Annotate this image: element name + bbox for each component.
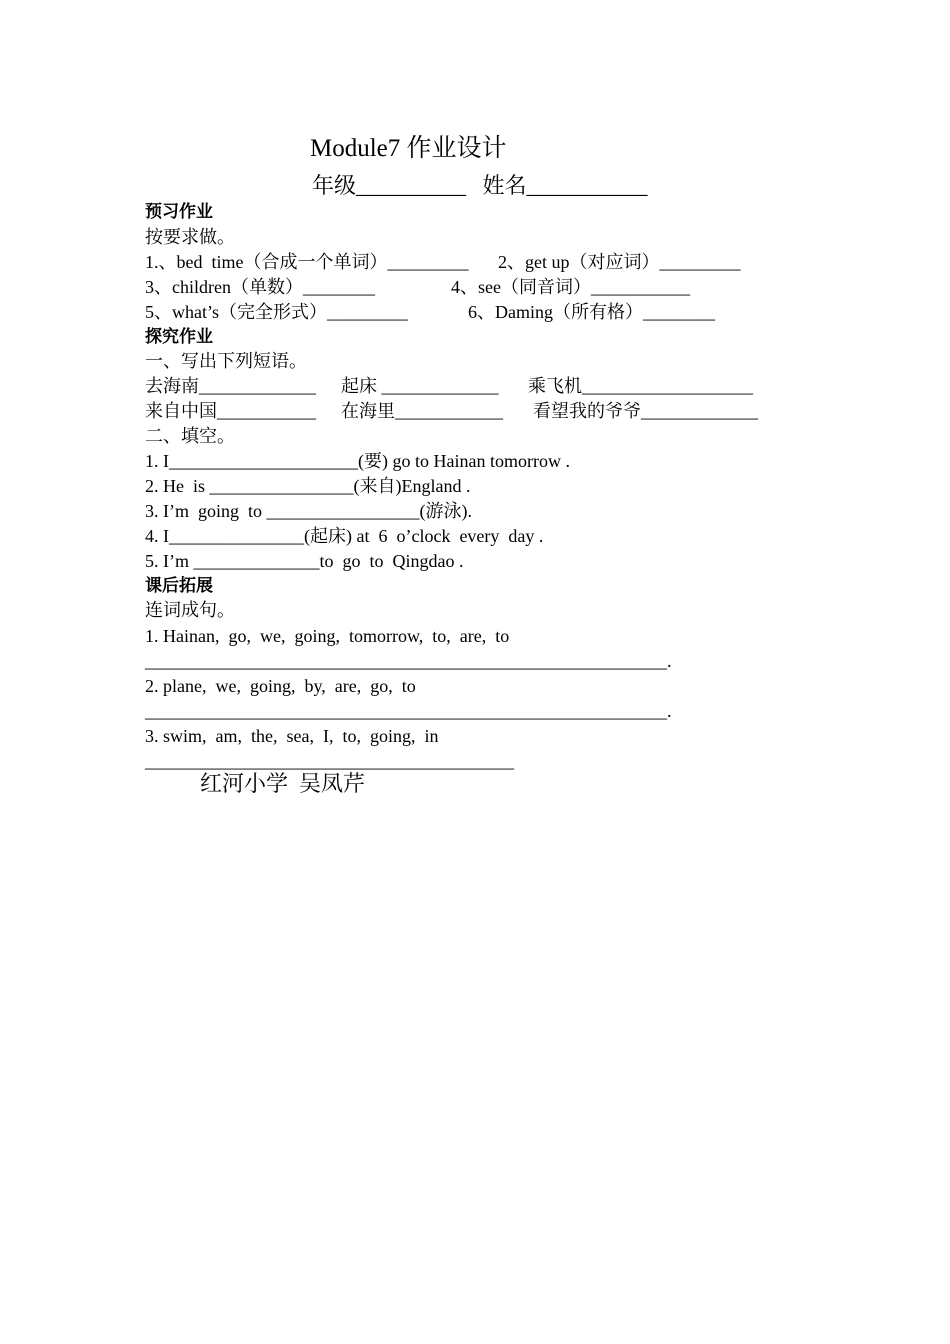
preview-row-1: [145, 250, 845, 274]
phrase-item: 起床 _____________: [341, 376, 499, 396]
fill-item-2: 2. He is ________________(来自)England .: [145, 476, 471, 496]
sentence-words-3: 3. swim, am, the, sea, I, to, going, in: [145, 726, 439, 746]
section-heading-preview: 预习作业: [145, 202, 213, 222]
preview-row-3: [145, 300, 845, 324]
preview-item-1: 1.、bed time（合成一个单词）_________: [145, 252, 469, 272]
sentence-answer-line-1: __________________________________________________________.: [145, 651, 672, 671]
sentence-words-2: 2. plane, we, going, by, are, go, to: [145, 676, 416, 696]
preview-item-6: 6、Daming（所有格）________: [468, 302, 715, 322]
fill-item-1: 1. I_____________________(要) go to Hainan tomorrow .: [145, 451, 570, 471]
phrase-item: 看望我的爷爷_____________: [533, 401, 758, 421]
page-title: Module7 作业设计: [310, 135, 507, 162]
phrase-item: 来自中国___________: [145, 401, 316, 421]
phrase-item: 去海南_____________: [145, 376, 316, 396]
preview-item-4: 4、see（同音词）___________: [451, 277, 690, 297]
explore-part2-title: 二、填空。: [145, 426, 235, 446]
author-signature: 红河小学 吴凤芹: [200, 771, 366, 796]
sentence-answer-line-3: _________________________________________: [145, 751, 514, 771]
preview-item-2: 2、get up（对应词）_________: [498, 252, 741, 272]
preview-item-5: 5、what’s（完全形式）_________: [145, 302, 408, 322]
fill-item-5: 5. I’m ______________to go to Qingdao .: [145, 551, 464, 571]
fill-item-3: 3. I’m going to _________________(游泳).: [145, 501, 472, 521]
preview-instruction: 按要求做。: [145, 227, 235, 247]
section-heading-explore: 探究作业: [145, 327, 213, 347]
grade-name-line: 年级__________ 姓名___________: [312, 173, 648, 198]
phrase-item: 乘飞机___________________: [528, 376, 753, 396]
phrase-item: 在海里____________: [341, 401, 503, 421]
preview-item-3: 3、children（单数）________: [145, 277, 375, 297]
section-heading-extend: 课后拓展: [145, 576, 213, 596]
phrase-row-2: [145, 399, 845, 423]
fill-item-4: 4. I_______________(起床) at 6 o’clock every day .: [145, 526, 544, 546]
sentence-answer-line-2: __________________________________________________________.: [145, 701, 672, 721]
preview-row-2: [145, 275, 845, 299]
explore-part1-title: 一、写出下列短语。: [145, 351, 307, 371]
sentence-words-1: 1. Hainan, go, we, going, tomorrow, to, are, to: [145, 626, 510, 646]
phrase-row-1: [145, 374, 845, 398]
extend-instruction: 连词成句。: [145, 600, 235, 620]
